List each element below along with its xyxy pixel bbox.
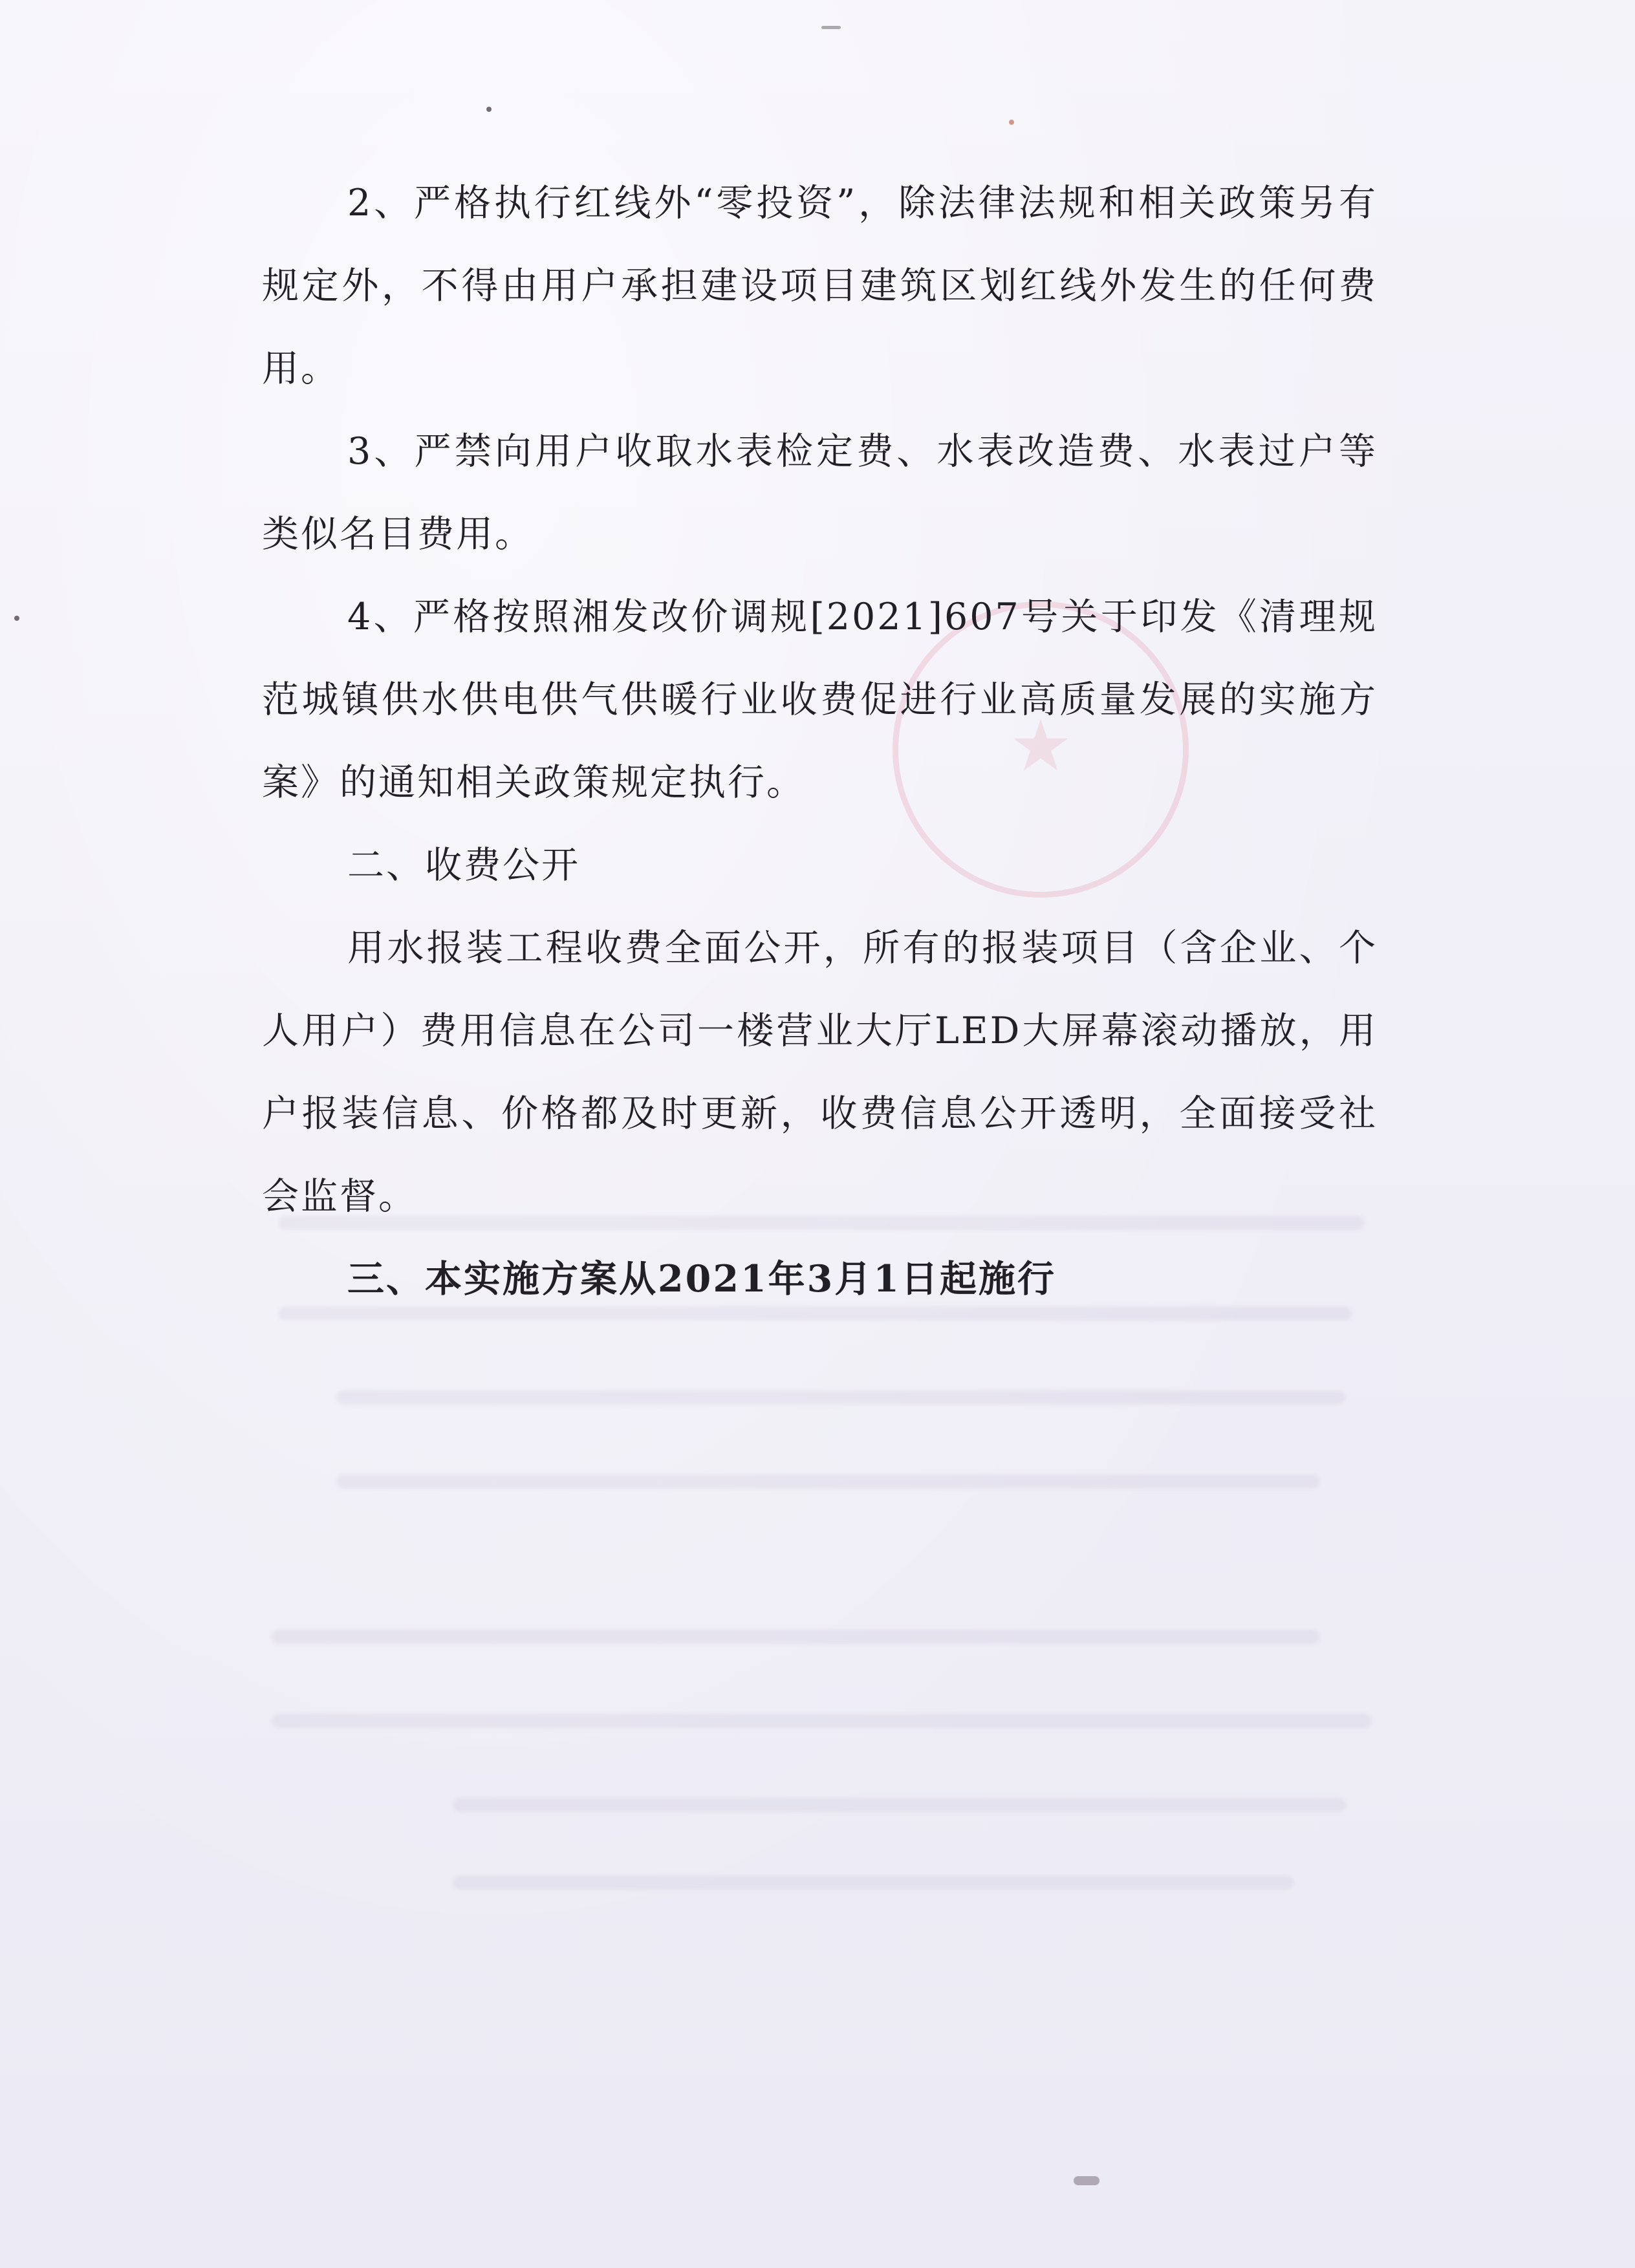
scan-speck: [486, 107, 492, 112]
bleed-through-line: [336, 1390, 1345, 1405]
scan-speck: [14, 616, 19, 621]
paragraph-item-2: 2、严格执行红线外“零投资”，除法律法规和相关政策另有规定外，不得由用户承担建设项目建筑区划红线外发生的任何费用。: [262, 182, 1378, 390]
bleed-through-line: [453, 1875, 1294, 1890]
bleed-through-line: [336, 1474, 1319, 1489]
bleed-through-line: [453, 1798, 1345, 1812]
paragraph-item-3: 3、严禁向用户收取水表检定费、水表改造费、水表过户等类似名目费用。: [262, 430, 1378, 556]
section-heading-effective-date: 三、本实施方案从2021年3月1日起施行: [347, 1257, 1056, 1301]
bleed-through-line: [272, 1630, 1319, 1644]
paragraph-fee-disclosure: 用水报装工程收费全面公开，所有的报装项目（含企业、个人用户）费用信息在公司一楼营业大厅LED大屏幕滚动播放，用户报装信息、价格都及时更新，收费信息公开透明，全面接受社会监督。: [262, 927, 1378, 1218]
document-body: [262, 162, 1378, 1321]
scan-speck: [1074, 2176, 1099, 2185]
paragraph-item-4: 4、严格按照湘发改价调规[2021]607号关于印发《清理规范城镇供水供电供气供暖行业收费促进行业高质量发展的实施方案》的通知相关政策规定执行。: [262, 596, 1378, 804]
bleed-through-line: [272, 1714, 1371, 1728]
seal-star-icon: ★: [1008, 704, 1073, 787]
scan-speck: [821, 26, 841, 29]
section-heading-fee-disclosure: 二、收费公开: [347, 844, 580, 887]
scan-speck: [1009, 120, 1014, 125]
